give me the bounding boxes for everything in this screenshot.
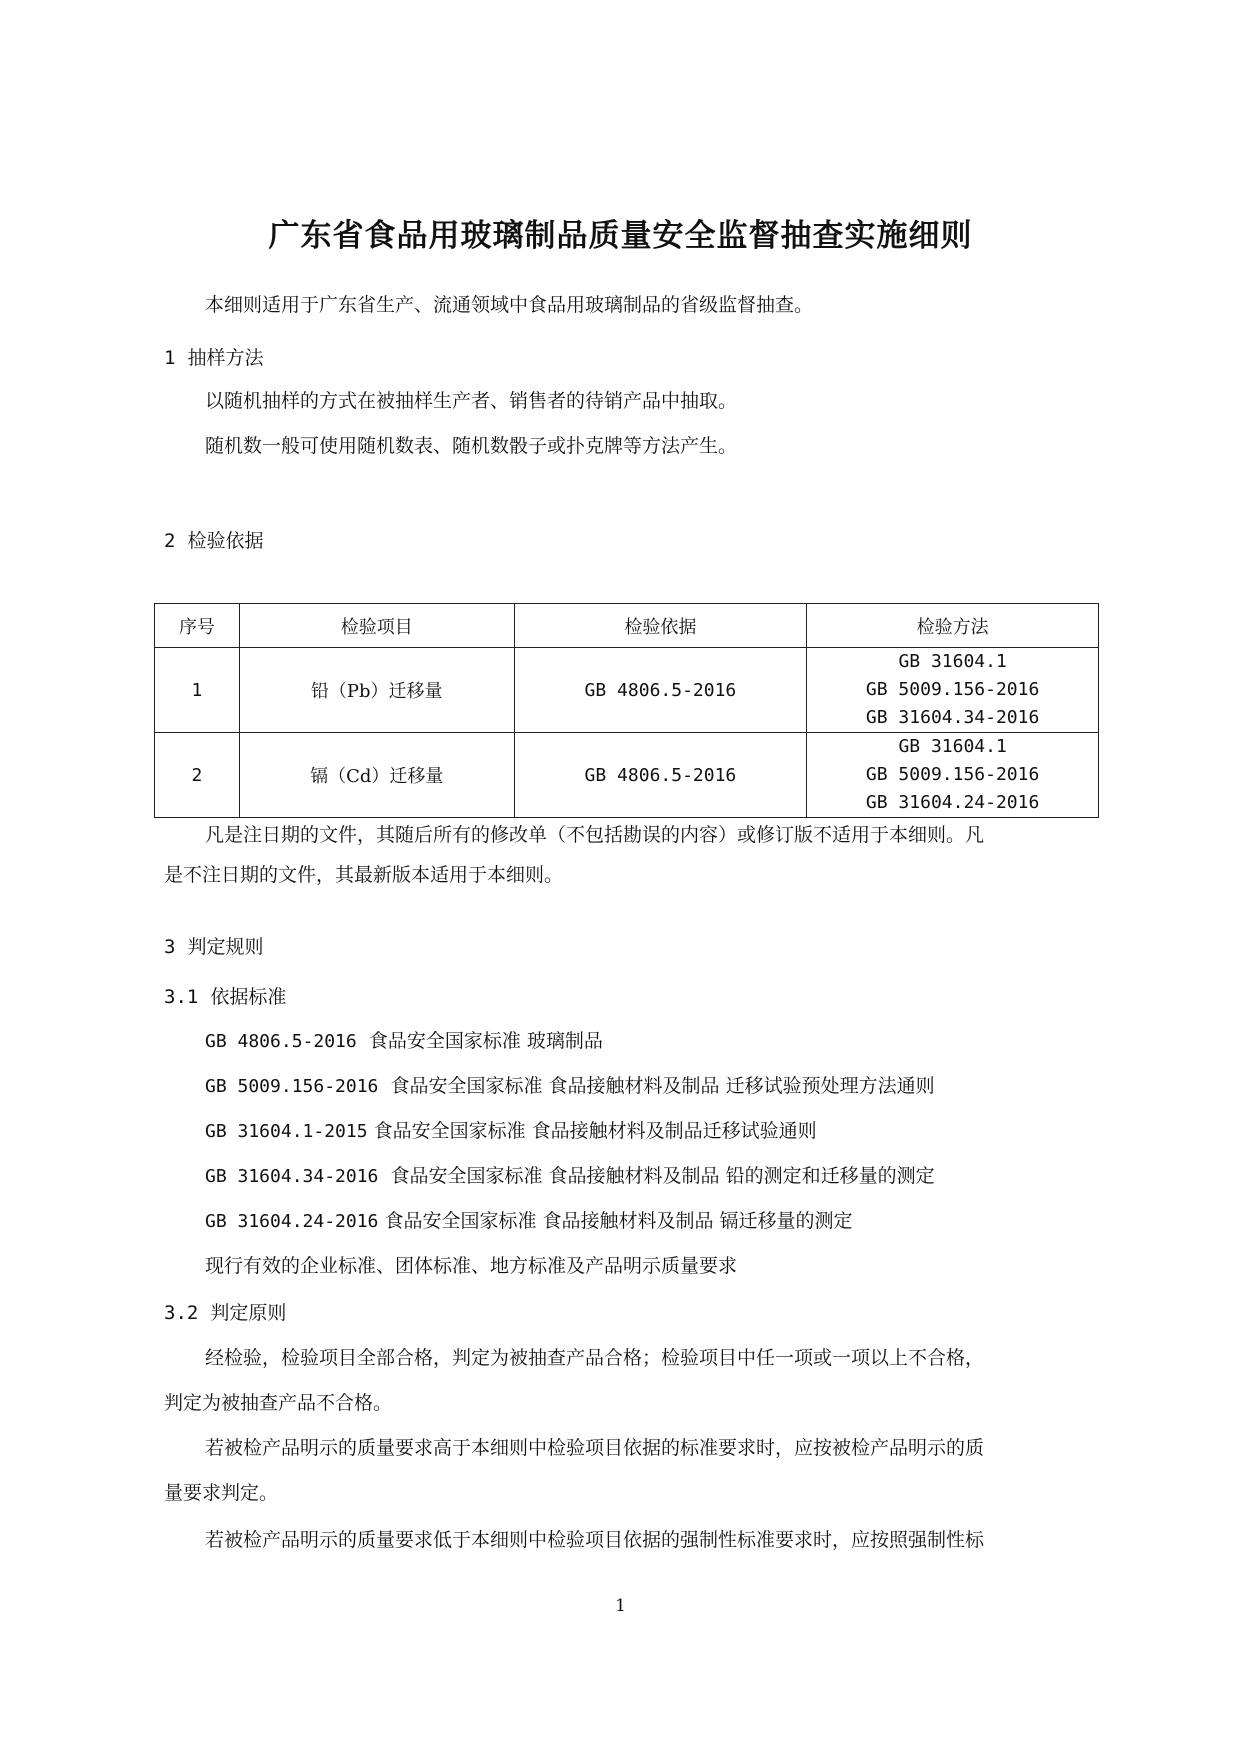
standard-line [205, 1208, 853, 1235]
standard-line [205, 1073, 935, 1100]
cell-methods [807, 648, 1099, 733]
standard-title: 食品安全国家标准 食品接触材料及制品 迁移试验预处理方法通则 [390, 1075, 935, 1097]
paragraph-line: 经检验，检验项目全部合格，判定为被抽查产品合格；检验项目中任一项或一项以上不合格， [205, 1347, 985, 1369]
table-row [155, 648, 1099, 733]
intro-paragraph: 本细则适用于广东省生产、流通领域中食品用玻璃制品的省级监督抽查。 [205, 294, 814, 316]
paragraph-line: 量要求判定。 [164, 1482, 279, 1504]
inspection-table [154, 603, 1099, 818]
section-3-heading [164, 932, 263, 959]
subsection-number: 3.2 [164, 1302, 199, 1324]
method-line: GB 5009.156-2016 [865, 764, 1040, 785]
subsection-number: 3.1 [164, 986, 199, 1008]
standard-code: GB 4806.5-2016 [205, 1031, 357, 1052]
column-header: 检验方法 [807, 604, 1099, 648]
section-number: 1 [164, 347, 176, 369]
standard-line [205, 1028, 603, 1055]
standard-code: GB 5009.156-2016 [205, 1076, 379, 1097]
paragraph: 随机数一般可使用随机数表、随机数骰子或扑克牌等方法产生。 [205, 435, 738, 457]
method-line: GB 31604.1 [898, 736, 1007, 757]
paragraph: 以随机抽样的方式在被抽样生产者、销售者的待销产品中抽取。 [205, 390, 738, 412]
method-line: GB 31604.24-2016 [865, 792, 1040, 813]
method-line: GB 31604.34-2016 [865, 707, 1040, 728]
cell-item: 铅（Pb）迁移量 [239, 648, 514, 733]
note-paragraph-line: 凡是注日期的文件，其随后所有的修改单（不包括勘误的内容）或修订版不适用于本细则。凡 [205, 824, 985, 846]
subsection-title: 判定原则 [210, 1302, 287, 1324]
column-header: 检验项目 [239, 604, 514, 648]
column-header: 检验依据 [514, 604, 807, 648]
subsection-title: 依据标准 [210, 986, 287, 1008]
paragraph-line: 判定为被抽查产品不合格。 [164, 1392, 393, 1414]
subsection-3-2-heading [164, 1298, 286, 1325]
section-number: 2 [164, 530, 176, 552]
cell-item: 镉（Cd）迁移量 [239, 733, 514, 818]
standard-code: GB 31604.24-2016 [205, 1211, 379, 1232]
cell-no: 1 [155, 648, 240, 733]
section-1-heading [164, 343, 263, 370]
page-number: 1 [615, 1596, 626, 1616]
cell-no: 2 [155, 733, 240, 818]
section-2-heading [164, 526, 263, 553]
cell-basis: GB 4806.5-2016 [514, 733, 807, 818]
section-number: 3 [164, 936, 176, 958]
standard-title: 食品安全国家标准 食品接触材料及制品迁移试验通则 [373, 1120, 817, 1142]
column-header: 序号 [155, 604, 240, 648]
standard-code: GB 31604.34-2016 [205, 1166, 379, 1187]
standard-line [205, 1163, 935, 1190]
paragraph: 现行有效的企业标准、团体标准、地方标准及产品明示质量要求 [205, 1255, 738, 1277]
method-line: GB 5009.156-2016 [865, 679, 1040, 700]
standard-title: 食品安全国家标准 食品接触材料及制品 镉迁移量的测定 [384, 1210, 853, 1232]
cell-methods [807, 733, 1099, 818]
note-paragraph-line: 是不注日期的文件，其最新版本适用于本细则。 [164, 864, 564, 886]
cell-basis: GB 4806.5-2016 [514, 648, 807, 733]
section-title: 检验依据 [187, 530, 264, 552]
table-row [155, 733, 1099, 818]
subsection-3-1-heading [164, 982, 286, 1009]
table-header-row [155, 604, 1099, 648]
section-title: 判定规则 [187, 936, 264, 958]
paragraph-line: 若被检产品明示的质量要求高于本细则中检验项目依据的标准要求时，应按被检产品明示的质 [205, 1437, 985, 1459]
method-line: GB 31604.1 [898, 651, 1007, 672]
standard-code: GB 31604.1-2015 [205, 1121, 368, 1142]
standard-line [205, 1118, 817, 1145]
standard-title: 食品安全国家标准 玻璃制品 [368, 1030, 603, 1052]
section-title: 抽样方法 [187, 347, 264, 369]
document-title: 广东省食品用玻璃制品质量安全监督抽查实施细则 [268, 218, 973, 254]
standard-title: 食品安全国家标准 食品接触材料及制品 铅的测定和迁移量的测定 [390, 1165, 935, 1187]
paragraph-line: 若被检产品明示的质量要求低于本细则中检验项目依据的强制性标准要求时，应按照强制性标 [205, 1529, 985, 1551]
